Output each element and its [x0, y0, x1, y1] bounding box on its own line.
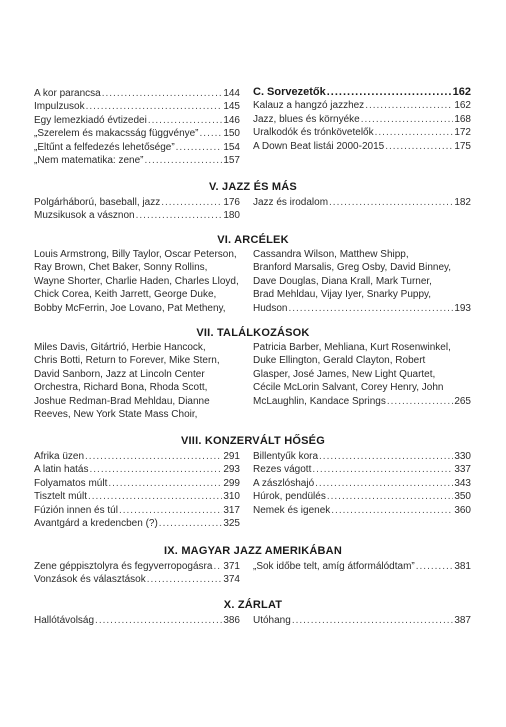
entry-title: Kalauz a hangzó jazzhez [253, 100, 365, 112]
dot-leader [86, 100, 223, 113]
entry-title: Polgárháború, baseball, jazz [34, 197, 161, 208]
entry-page: 176 [223, 197, 240, 208]
section-heading-vii: VII. TALÁLKOZÁSOK [196, 327, 310, 339]
toc-entry [34, 477, 240, 490]
dot-leader [327, 86, 452, 99]
name-list-line: Glasper, José James, New Light Quartet, [253, 368, 436, 380]
dot-leader [385, 140, 453, 153]
entry-page: 162 [454, 100, 471, 112]
entry-title: Uralkodók és trónkövetelők [253, 127, 374, 139]
name-list-line: Orchestra, Richard Bona, Rhoda Scott, [34, 382, 208, 394]
entry-page: 172 [454, 127, 471, 139]
sec6-left [34, 248, 240, 315]
toc-entry [34, 114, 240, 127]
name-list-line: Dave Douglas, Diana Krall, Mark Turner, [253, 275, 432, 287]
entry-title: McLaughlin, Kandace Springs [253, 395, 386, 407]
entry-page: 350 [454, 491, 471, 503]
dot-leader [200, 127, 223, 140]
dot-leader [315, 477, 453, 490]
entry-title: „Sok időbe telt, amíg átformálódtam” [253, 561, 415, 572]
toc-entry [253, 99, 471, 112]
toc-entry [253, 477, 471, 490]
dot-leader [312, 463, 453, 476]
dot-leader [136, 209, 223, 222]
dot-leader [375, 126, 454, 139]
section-heading-vi: VI. ARCÉLEK [217, 234, 289, 246]
entry-title: Utóhang [253, 615, 291, 626]
entry-page: 360 [454, 504, 471, 516]
subsection-title: C. Sorvezetők [253, 86, 326, 98]
dot-leader [161, 196, 222, 209]
entry-title: Húrok, pendülés [253, 491, 326, 503]
sec5-right [253, 196, 471, 209]
entry-page: 291 [223, 451, 240, 462]
dot-leader [102, 87, 223, 100]
name-list-line: David Sanborn, Jazz at Lincoln Center [34, 368, 205, 380]
dot-leader [319, 450, 453, 463]
entry-page: 150 [223, 128, 240, 140]
toc-entry [34, 154, 240, 167]
entry-page: 317 [223, 504, 240, 516]
name-list-line: Miles Davis, Gitártrió, Herbie Hancock, [34, 342, 206, 353]
subsection-page: 162 [452, 86, 471, 98]
sec7-left [34, 341, 240, 421]
name-list-line: Reeves, New York State Mass Choir, [34, 409, 198, 421]
toc-entry [34, 209, 240, 222]
entry-title: A zászlóshajó [253, 477, 315, 489]
sec5-left [34, 196, 240, 223]
entry-page: 157 [223, 155, 240, 167]
name-list-line: Joshue Redman-Brad Mehldau, Dianne [34, 395, 210, 407]
subsection-heading [253, 86, 471, 99]
section-heading-viii: VIII. KONZERVÁLT HŐSÉG [181, 435, 325, 447]
entry-page: 371 [223, 561, 240, 572]
toc-entry [34, 504, 240, 517]
entry-page: 145 [223, 101, 240, 113]
entry-page: 146 [223, 114, 240, 126]
toc-entry [34, 573, 240, 586]
name-list-line: Chick Corea, Keith Jarrett, George Duke, [34, 289, 217, 301]
toc-entry [253, 140, 471, 153]
entry-title: Folyamatos múlt [34, 477, 108, 489]
toc-entry [253, 395, 471, 408]
entry-page: 337 [454, 464, 471, 476]
entry-title: A Down Beat listái 2000-2015 [253, 140, 385, 152]
toc-entry [34, 560, 240, 573]
dot-leader [89, 463, 222, 476]
name-list-line: Bobby McFerrin, Joe Lovano, Pat Metheny, [34, 302, 226, 314]
toc-entry [253, 126, 471, 139]
name-list-line: Chris Botti, Return to Forever, Mike Stern, [34, 355, 220, 367]
sec7-right [253, 341, 471, 408]
toc-entry [253, 302, 471, 315]
name-list-line: Ray Brown, Chet Baker, Sonny Rollins, [34, 262, 208, 274]
dot-leader [292, 614, 454, 627]
entry-title: Muzsikusok a vásznon [34, 210, 135, 222]
entry-page: 180 [223, 210, 240, 222]
entry-title: Impulzusok [34, 101, 85, 113]
sec9-right [253, 560, 471, 573]
entry-page: 325 [223, 518, 240, 530]
entry-page: 374 [223, 574, 240, 586]
toc-entry [34, 463, 240, 476]
name-list-line: Cécile McLorin Salvant, Corey Henry, John [253, 382, 444, 394]
dot-leader [144, 154, 222, 167]
dot-leader [108, 477, 222, 490]
toc-entry [34, 517, 240, 530]
toc-entry [34, 87, 240, 100]
entry-title: Jazz, blues és környéke [253, 113, 360, 125]
entry-title: Rezes vágott [253, 464, 312, 476]
sec9-left [34, 560, 240, 587]
entry-page: 330 [454, 451, 471, 462]
sec10-right [253, 614, 471, 627]
name-list-line: Patricia Barber, Mehliana, Kurt Rosenwinkel, [253, 342, 451, 353]
dot-leader [387, 395, 453, 408]
dot-leader [88, 490, 222, 503]
entry-title: A kor parancsa [34, 88, 101, 99]
dot-leader [176, 141, 223, 154]
dot-leader [331, 504, 453, 517]
dot-leader [361, 113, 454, 126]
entry-page: 343 [454, 477, 471, 489]
entry-title: „Eltűnt a felfedezés lehetősége” [34, 141, 175, 153]
section-heading-x: X. ZÁRLAT [223, 599, 283, 611]
toc-entry [253, 490, 471, 503]
toc-entry [34, 141, 240, 154]
entry-title: Hallótávolság [34, 615, 95, 626]
toc-entry [253, 196, 471, 209]
entry-title: Billentyűk kora [253, 451, 319, 462]
name-list-line: Branford Marsalis, Greg Osby, David Binney, [253, 262, 452, 274]
entry-title: Nemek és igenek [253, 504, 331, 516]
toc-entry [253, 614, 471, 627]
entry-page: 175 [454, 140, 471, 152]
name-list-line: Wayne Shorter, Charlie Haden, Charles Lloyd, [34, 275, 239, 287]
dot-leader [119, 504, 222, 517]
entry-title: Afrika üzen [34, 451, 85, 462]
dot-leader [327, 490, 453, 503]
dot-leader [416, 560, 454, 573]
entry-page: 293 [223, 464, 240, 476]
section-heading-v: V. JAZZ ÉS MÁS [209, 181, 297, 193]
dot-leader [288, 302, 453, 315]
name-list-line: Cassandra Wilson, Matthew Shipp, [253, 249, 409, 260]
dot-leader [95, 614, 222, 627]
entry-title: A latin hatás [34, 464, 89, 476]
name-list-line: Brad Mehldau, Vijay Iyer, Snarky Puppy, [253, 289, 432, 301]
dot-leader [147, 573, 223, 586]
name-list-line: Duke Ellington, Gerald Clayton, Robert [253, 355, 426, 367]
dot-leader [365, 99, 453, 112]
entry-title: Tisztelt múlt [34, 491, 87, 503]
entry-page: 168 [454, 113, 471, 125]
entry-title: Jazz és irodalom [253, 197, 329, 208]
sec8-left [34, 450, 240, 530]
entry-page: 299 [223, 477, 240, 489]
section-heading-ix: IX. MAGYAR JAZZ AMERIKÁBAN [164, 545, 342, 557]
entry-page: 182 [454, 197, 471, 208]
sec8-right [253, 450, 471, 517]
toc-entry [34, 614, 240, 627]
toc-entry [253, 560, 471, 573]
entry-title: Avantgárd a kredencben (?) [34, 518, 158, 530]
entry-page: 154 [223, 141, 240, 153]
entry-page: 386 [223, 615, 240, 626]
entry-page: 310 [223, 491, 240, 503]
toc-entry [34, 450, 240, 463]
entry-page: 193 [454, 302, 471, 314]
entry-title: „Nem matematika: zene” [34, 155, 144, 167]
toc-entry [34, 490, 240, 503]
toc-entry [253, 450, 471, 463]
sec-misc-right [253, 86, 471, 153]
toc-entry [253, 113, 471, 126]
dot-leader [85, 450, 222, 463]
entry-page: 387 [454, 615, 471, 626]
entry-title: Egy lemezkiadó évtizedei [34, 114, 147, 126]
toc-entry [253, 504, 471, 517]
toc-entry [34, 196, 240, 209]
toc-entry [34, 100, 240, 113]
entry-title: „Szerelem és makacsság függvénye” [34, 128, 199, 140]
dot-leader [148, 114, 222, 127]
entry-title: Hudson [253, 302, 288, 314]
toc-entry [253, 463, 471, 476]
entry-page: 265 [454, 395, 471, 407]
name-list-line: Louis Armstrong, Billy Taylor, Oscar Peterson, [34, 249, 237, 260]
sec-misc-left [34, 87, 240, 167]
dot-leader [329, 196, 453, 209]
dot-leader [213, 560, 222, 573]
entry-page: 144 [223, 88, 240, 99]
dot-leader [159, 517, 223, 530]
toc-entry [34, 127, 240, 140]
entry-title: Vonzások és választások [34, 574, 146, 586]
sec10-left [34, 614, 240, 627]
entry-page: 381 [454, 561, 471, 572]
entry-title: Zene géppisztolyra és fegyverropogásra [34, 561, 213, 572]
entry-title: Fúzión innen és túl [34, 504, 118, 516]
sec6-right [253, 248, 471, 315]
